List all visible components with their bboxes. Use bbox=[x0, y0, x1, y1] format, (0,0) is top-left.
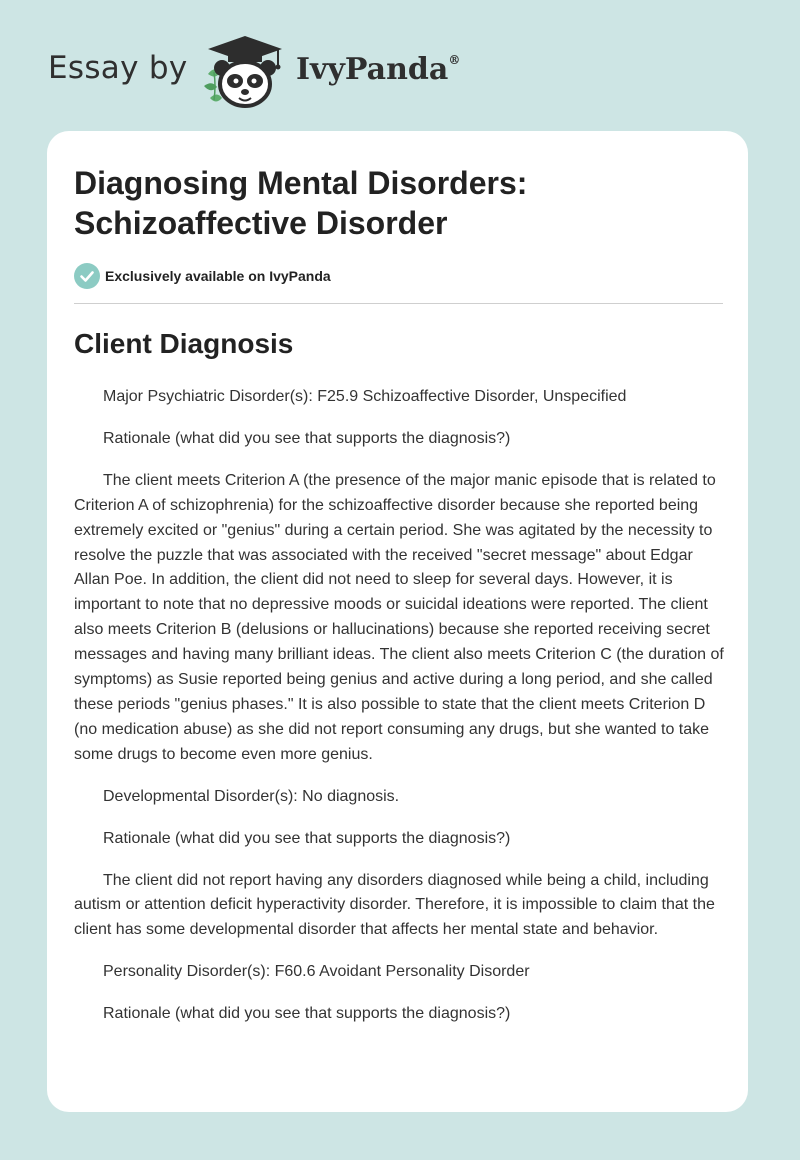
paragraph: Rationale (what did you see that supports the diagnosis?) bbox=[103, 1005, 511, 1023]
paragraph: Rationale (what did you see that supports the diagnosis?) bbox=[103, 429, 511, 447]
article-card bbox=[47, 131, 748, 1112]
registered-mark: ® bbox=[448, 53, 461, 67]
ivypanda-logo-icon[interactable] bbox=[200, 34, 290, 110]
paragraph: Major Psychiatric Disorder(s): F25.9 Schizoaffective Disorder, Unspecified bbox=[103, 388, 627, 405]
site-header bbox=[0, 0, 800, 120]
paragraph: Developmental Disorder(s): No diagnosis. bbox=[103, 787, 400, 805]
page-title: Diagnosing Mental Disorders: Schizoaffective Disorder bbox=[74, 165, 528, 241]
brand-name-text: IvyPanda bbox=[296, 52, 449, 87]
check-icon bbox=[74, 263, 100, 289]
paragraph: Rationale (what did you see that supports the diagnosis?) bbox=[103, 829, 511, 847]
section-heading: Client Diagnosis bbox=[74, 328, 294, 359]
paragraph: The client did not report having any disorders diagnosed while being a child, including autism or attention deficit hyperactivity disorder. Therefore, it is impossible to claim that the client has some developmental disorder that affects her mental state and behavior. bbox=[74, 871, 715, 939]
paragraph: The client meets Criterion A (the presence of the major manic episode that is related to Criterion A of schizophrenia) for the schizoaffective disorder because she reported being extremely excited or "genius" during a certain period. She was agitated by the necessity to resolve the puzzle that was associated with the received "secret message" about Edgar Allan Poe. In addition, the client did not need to sleep for several days. However, it is important to note that no depressive moods or suicidal ideations were reported. The client also meets Criterion B (delusions or hallucinations) because she reported receiving secret messages and having many brilliant ideas. The client also meets Criterion C (the duration of symptoms) as Susie reported being genius and active during a long period, and she called these periods "genius phases." It is also possible to state that the client meets Criterion D (no medication abuse) as she did not report consuming any drugs, but she wanted to take some drugs to become even more genius. bbox=[74, 471, 724, 763]
divider bbox=[74, 303, 723, 304]
badge-text: Exclusively available on IvyPanda bbox=[105, 268, 331, 284]
brand-name[interactable] bbox=[296, 52, 460, 87]
article-body bbox=[74, 385, 724, 1044]
essay-by-label: Essay by bbox=[48, 50, 188, 86]
exclusive-badge bbox=[74, 263, 331, 289]
paragraph: Personality Disorder(s): F60.6 Avoidant Personality Disorder bbox=[103, 963, 530, 981]
